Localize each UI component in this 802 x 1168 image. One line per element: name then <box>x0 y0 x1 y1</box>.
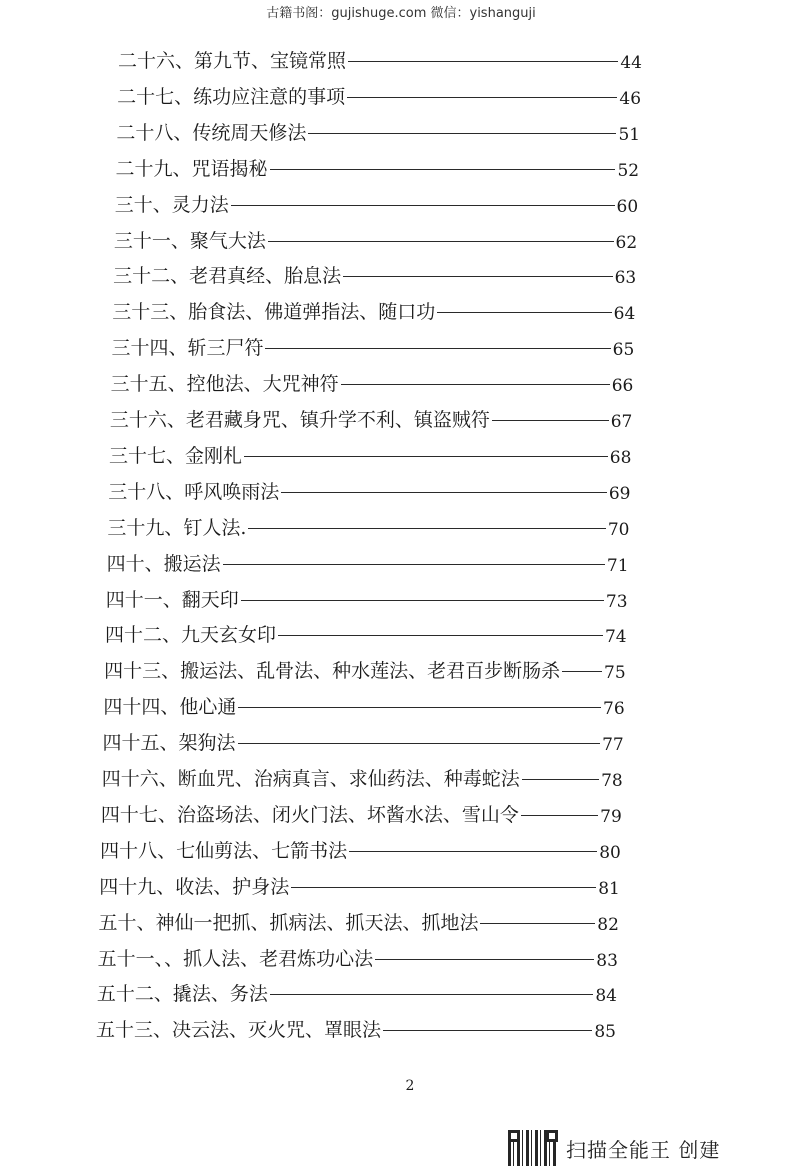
toc-entry-page: 71 <box>606 555 629 576</box>
toc-leader-line <box>223 564 605 565</box>
toc-entry <box>117 80 641 110</box>
toc-entry-title: 五十一、、抓人法、老君炼功心法 <box>97 947 374 970</box>
toc-leader-line <box>238 707 601 708</box>
toc-entry-page: 85 <box>594 1022 616 1043</box>
toc-entry <box>116 152 640 182</box>
toc-entry-page: 64 <box>613 304 636 325</box>
toc-entry-title: 四十五、架狗法 <box>102 732 236 755</box>
toc-entry-page: 81 <box>598 878 620 899</box>
toc-entry-title: 四十三、搬运法、乱骨法、种水莲法、老君百步断肠杀 <box>104 660 561 683</box>
toc-entry-title: 三十、灵力法 <box>114 193 229 216</box>
toc-leader-line <box>348 61 618 62</box>
toc-entry-title: 三十六、老君藏身咒、镇升学不利、镇盗贼符 <box>109 409 490 431</box>
toc-leader-line <box>270 994 594 995</box>
toc-entry <box>116 116 640 146</box>
toc-leader-line <box>278 635 603 636</box>
toc-entry-title: 二十八、传统周天修法 <box>116 121 307 144</box>
toc-entry <box>110 403 633 433</box>
toc-entry-page: 76 <box>603 699 625 720</box>
toc-entry-title: 五十、神仙一把抓、抓病法、抓天法、抓地法 <box>98 911 479 934</box>
toc-entry-title: 四十二、九天玄女印 <box>104 624 276 647</box>
toc-leader-line <box>270 169 616 170</box>
toc-leader-line <box>231 205 615 206</box>
toc-entry-title: 二十六、第九节、宝镜常照 <box>118 50 347 72</box>
toc-leader-line <box>268 241 614 242</box>
toc-entry-page: 82 <box>597 914 619 935</box>
toc-entry-title: 三十二、老君真经、胎息法 <box>113 265 342 288</box>
toc-entry <box>115 188 638 218</box>
toc-leader-line <box>347 97 617 98</box>
toc-entry-page: 46 <box>619 88 642 109</box>
toc-entry-title: 五十三、决云法、灭火咒、罩眼法 <box>96 1019 382 1042</box>
toc-entry-title: 三十五、控他法、大咒神符 <box>110 373 339 396</box>
toc-entry-title: 三十四、斩三尸符 <box>111 337 264 360</box>
toc-entry-title: 四十四、他心通 <box>103 696 237 719</box>
toc-entry <box>111 367 634 397</box>
toc-entry <box>112 295 635 325</box>
toc-entry <box>118 44 642 74</box>
toc-entry-title: 五十二、撬法、务法 <box>96 983 268 1006</box>
toc-entry <box>113 259 636 289</box>
toc-entry-title: 三十九、钉人法. <box>107 516 247 539</box>
toc-leader-line <box>341 384 610 385</box>
toc-entry <box>96 1013 616 1043</box>
toc-entry-page: 84 <box>595 986 617 1007</box>
toc-entry-page: 44 <box>620 53 642 73</box>
toc-entry <box>100 834 621 864</box>
toc-entry-page: 74 <box>604 627 627 648</box>
toc-entry-page: 83 <box>596 950 618 971</box>
toc-entry-page: 62 <box>615 232 638 253</box>
toc-entry <box>102 762 623 792</box>
toc-entry <box>103 690 624 720</box>
toc-entry <box>111 331 634 361</box>
toc-entry-title: 三十一、聚气大法 <box>113 229 266 252</box>
toc-entry-title: 二十七、练功应注意的事项 <box>117 85 346 108</box>
toc-leader-line <box>437 312 611 313</box>
toc-leader-line <box>349 851 597 852</box>
toc-entry-page: 79 <box>600 806 622 827</box>
toc-entry-title: 四十六、断血咒、治病真言、求仙药法、种毒蛇法 <box>101 768 520 790</box>
toc-leader-line <box>492 420 609 421</box>
toc-entry-page: 63 <box>614 268 637 289</box>
toc-entry-page: 80 <box>599 842 621 863</box>
qr-code-icon <box>508 1130 558 1166</box>
toc-entry <box>101 798 622 828</box>
toc-leader-line <box>281 492 607 493</box>
toc-leader-line <box>480 923 595 924</box>
toc-leader-line <box>248 528 605 529</box>
toc-leader-line <box>375 959 594 960</box>
scanner-label: 扫描全能王 创建 <box>566 1137 721 1162</box>
toc-entry <box>114 224 637 254</box>
toc-leader-line <box>343 276 612 277</box>
toc-entry <box>109 439 631 469</box>
toc-entry <box>104 654 626 684</box>
toc-entry <box>105 618 627 648</box>
toc-entry-title: 三十八、呼风唤雨法 <box>108 480 280 503</box>
toc-entry-page: 68 <box>609 447 632 468</box>
toc-leader-line <box>521 815 598 816</box>
toc-entry-title: 四十一、翻天印 <box>105 588 239 611</box>
page-number: 2 <box>405 1078 415 1094</box>
toc-entry-page: 65 <box>612 340 635 361</box>
toc-entry-page: 77 <box>602 735 624 756</box>
toc-entry-page: 73 <box>605 591 628 612</box>
toc-entry <box>98 906 618 936</box>
toc-entry <box>99 870 620 900</box>
toc-entry-title: 四十九、收法、护身法 <box>99 875 290 898</box>
scanner-badge <box>508 1130 720 1166</box>
toc-entry <box>98 942 618 972</box>
toc-entry-title: 四十、搬运法 <box>106 552 221 575</box>
toc-leader-line <box>522 779 599 780</box>
toc-entry-page: 60 <box>616 196 639 217</box>
toc-leader-line <box>241 600 604 601</box>
toc-entry <box>106 583 628 613</box>
toc-entry-title: 四十七、治盗场法、闭火门法、坏酱水法、雪山令 <box>100 803 519 826</box>
toc-leader-line <box>238 743 601 744</box>
toc-leader-line <box>265 348 610 349</box>
toc-entry-title: 三十七、金刚札 <box>109 444 243 467</box>
toc-entry <box>107 547 629 577</box>
toc-entry-page: 69 <box>608 483 631 504</box>
watermark: 古籍书阁：gujishuge.com 微信：yishanguji <box>266 6 536 21</box>
toc-entry-page: 66 <box>611 376 634 397</box>
toc-entry-page: 67 <box>610 412 633 432</box>
toc-leader-line <box>383 1030 592 1031</box>
toc-leader-line <box>308 133 616 134</box>
toc-entry-page: 70 <box>607 519 630 540</box>
toc-entry-page: 52 <box>617 160 640 181</box>
toc-leader-line <box>562 671 602 672</box>
toc-entry-title: 四十八、七仙剪法、七箭书法 <box>100 839 348 862</box>
toc-entry <box>97 977 617 1007</box>
toc-entry-title: 二十九、咒语揭秘 <box>115 157 268 180</box>
toc-leader-line <box>244 456 608 457</box>
toc-entry <box>108 475 630 505</box>
toc-entry-page: 75 <box>604 663 626 684</box>
toc-leader-line <box>291 887 596 888</box>
toc-entry <box>103 726 624 756</box>
toc-entry-page: 78 <box>601 771 623 791</box>
toc-entry-page: 51 <box>618 124 641 145</box>
toc-entry-title: 三十三、胎食法、佛道弹指法、随口功 <box>112 301 436 324</box>
toc-entry <box>107 511 629 541</box>
